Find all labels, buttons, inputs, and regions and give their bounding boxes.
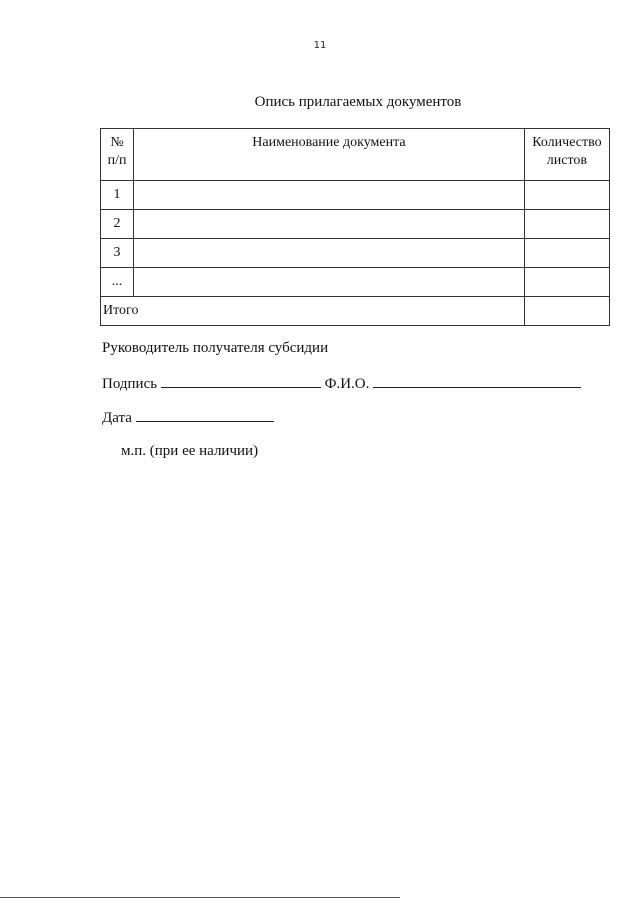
row-sheet-count [524,239,609,268]
table-header-row [101,129,610,181]
table-row [101,268,610,297]
row-number: 1 [101,181,134,210]
table-total-row [101,297,610,326]
row-number: 3 [101,239,134,268]
header-number [101,129,134,181]
document-title: Опись прилагаемых документов [254,94,462,110]
table-row [101,181,610,210]
header-number-symbol: № [110,135,124,150]
signer-title: Руководитель получателя субсидии [102,340,329,356]
table-row [101,239,610,268]
row-sheet-count [524,181,609,210]
header-number-abbr: п/п [107,153,127,168]
table-row [101,210,610,239]
signature-line [102,373,581,393]
header-count-line1: Количество [532,135,602,150]
row-document-name [134,210,525,239]
signature-label: Подпись [102,376,158,392]
signature-blank [161,373,321,388]
bottom-divider [0,897,400,898]
row-sheet-count [524,268,609,297]
fio-blank [373,373,581,388]
documents-table [100,128,610,326]
header-count-line2: листов [546,153,588,168]
row-document-name [134,181,525,210]
total-sheet-count [524,297,609,326]
row-number: ... [101,268,134,297]
row-document-name [134,268,525,297]
date-blank [136,407,274,422]
fio-label: Ф.И.О. [324,376,370,392]
date-label: Дата [102,410,132,426]
header-sheet-count [524,129,609,181]
header-document-name: Наименование документа [134,129,525,181]
page-number: 11 [313,40,327,51]
total-label: Итого [101,297,525,326]
stamp-note: м.п. (при ее наличии) [121,443,259,459]
row-sheet-count [524,210,609,239]
date-line [102,407,274,427]
row-number: 2 [101,210,134,239]
row-document-name [134,239,525,268]
